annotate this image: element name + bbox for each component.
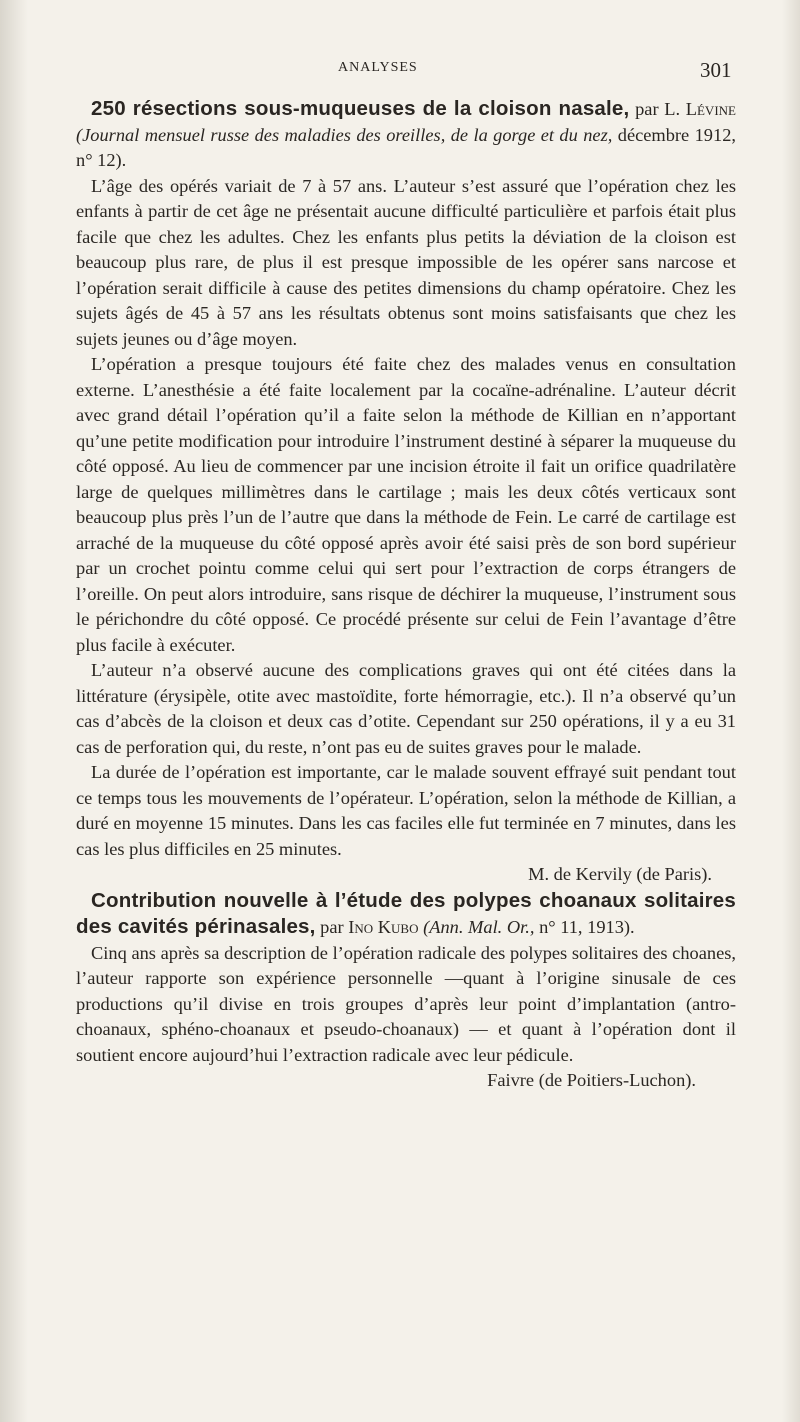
article-source-date: décembre 1912, n° 12). <box>76 124 736 170</box>
article-author: L. Lévine <box>664 99 736 119</box>
article-heading <box>76 888 736 941</box>
byline-par: par <box>635 99 659 119</box>
page-number: 301 <box>700 58 732 82</box>
article-signature: M. de Kervily (de Paris). <box>528 864 712 884</box>
article-source: (Journal mensuel russe des maladies des oreilles, de la gorge et du nez, <box>76 124 613 145</box>
article-title: 250 résections sous-muqueuses de la cloison nasale, <box>91 97 630 120</box>
article-signature: Faivre (de Poitiers-Luchon). <box>487 1070 696 1090</box>
article-heading <box>76 96 736 174</box>
byline-par: par <box>320 917 344 937</box>
paragraph: Cinq ans après sa description de l’opération radicale des polypes solitaires des choanes, l’auteur rapporte son expérience personnelle —quant à l’origine sinusale de ces productions qu’il divise en trois groupes d’après leur point d’implantation (antro-choanaux, sphéno-choanaux et pseudo-choanaux) — et quant à l’opération dont il soutient encore aujourd’hui l’extraction radicale avec leur pédicule. <box>76 942 736 1065</box>
running-head <box>0 58 800 86</box>
article-title: Contribution nouvelle à l’étude des polypes choanaux solitaires des cavités périnasales, <box>76 888 736 938</box>
article-source: (Ann. Mal. Or., <box>423 917 535 937</box>
running-title: ANALYSES <box>338 60 418 75</box>
paragraph: L’opération a presque toujours été faite chez des malades venus en consultation externe. L’anesthésie a été faite localement par la cocaïne-adrénaline. L’auteur décrit avec grand détail l’opération qu’il a faite selon la méthode de Killian en n’apportant qu’une petite modification pour introduire l’instrument destiné à séparer la muqueuse du côté opposé. Au lieu de commencer par une incision étroite il fait un orifice quadrilatère large de quelques millimètres dans le cartilage ; mais les deux côtés verticaux sont beaucoup plus près l’un de l’autre que dans la méthode de Fein. Le carré de cartilage est arraché de la muqueuse du côté opposé après avoir été saisi près de son bord supérieur par un crochet pointu comme celui qui sert pour l’extraction de corps étrangers de l’oreille. On peut alors introduire, sans risque de déchirer la muqueuse, l’instrument sous le périchondre du côté opposé. Ce procédé présente sur celui de Fein l’avantage d’être plus facile à exécuter. <box>76 354 736 655</box>
page-body <box>76 96 736 1094</box>
article-author: Ino Kubo <box>348 917 419 937</box>
paragraph: La durée de l’opération est importante, car le malade souvent effrayé suit pendant tout ce temps tous les mouvements de l’opérateur. L’opération, selon la méthode de Killian, a duré en moyenne 15 minutes. Dans les cas faciles elle fut terminée en 7 minutes, dans les cas les plus difficiles en 25 minutes. <box>76 762 736 859</box>
paragraph: L’âge des opérés variait de 7 à 57 ans. L’auteur s’est assuré que l’opération chez les enfants à partir de cet âge ne présentait aucune difficulté particulière et parfois était plus facile que chez les adultes. Chez les enfants plus petits la déviation de la cloison est beaucoup plus rare, de plus il est presque impossible de les opérer sans narcose et l’opération serait difficile à cause des petites dimensions du champ opératoire. Chez les sujets âgés de 45 à 57 ans les résultats obtenus sont moins satisfaisants que chez les sujets jeunes ou d’âge moyen. <box>76 175 736 349</box>
article-source-date: n° 11, 1913). <box>539 917 635 937</box>
paragraph: L’auteur n’a observé aucune des complications graves qui ont été citées dans la littérature (érysipèle, otite avec mastoïdite, forte hémorragie, etc.). Il n’a observé qu’un cas d’abcès de la cloison et deux cas d’otite. Cependant sur 250 opérations, il y a eu 31 cas de perforation qui, du reste, n’ont pas eu de suites graves pour le malade. <box>76 660 736 757</box>
